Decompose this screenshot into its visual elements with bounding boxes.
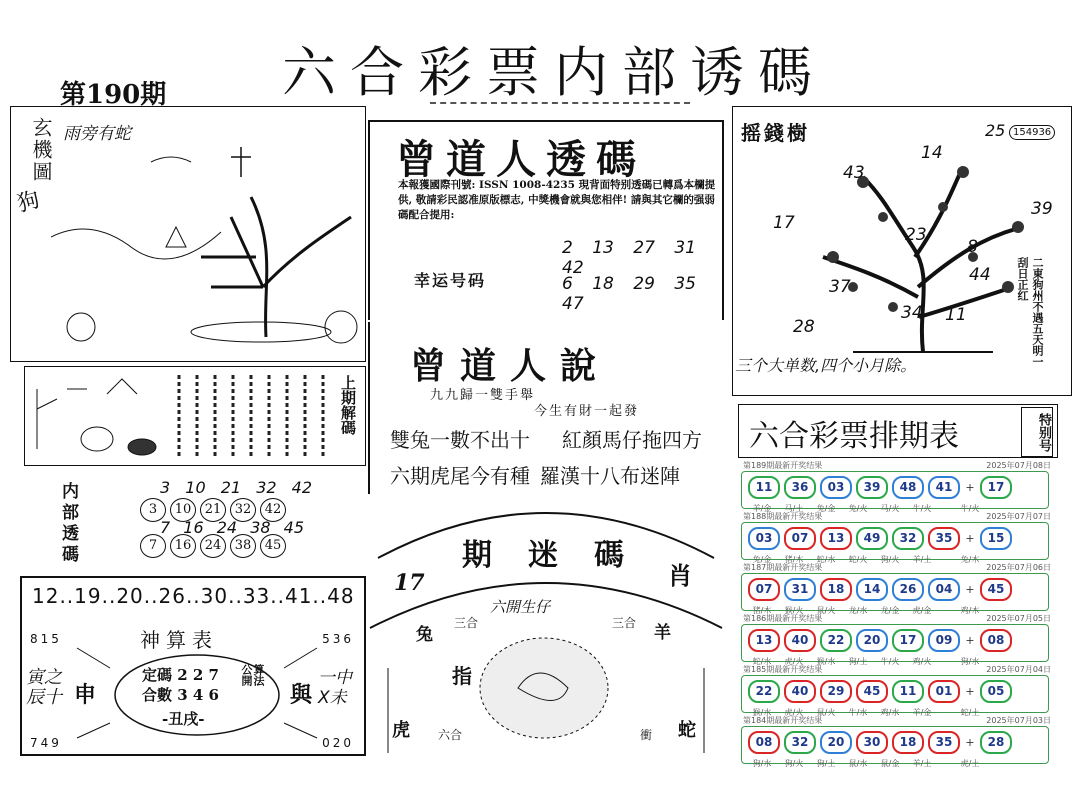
zengdao-shuo-line1a: 雙兔一數不出十 — [390, 428, 530, 452]
ball: 48 — [892, 476, 924, 499]
ball-zodiac: 牛/火 — [912, 504, 932, 513]
ball-zodiac: 鼠/火 — [816, 606, 836, 615]
zengdao-hand-row1 — [562, 238, 722, 278]
draw-label: 第188期最新开奖结果 — [743, 512, 823, 521]
ball-zodiac: 牛/火 — [880, 657, 900, 666]
zengdao-hand-row2 — [562, 274, 722, 314]
ball-zodiac: 狗/火 — [880, 555, 900, 564]
special-ball: 08 — [980, 629, 1012, 652]
xuanji-side-note: 狗 — [14, 187, 43, 218]
qimi-prefix: 17 — [394, 570, 425, 596]
zengdao-shuo-panel — [368, 322, 726, 494]
draw-date: 2025年07月08日 — [986, 461, 1051, 470]
ball-zodiac: 兔/火 — [848, 504, 868, 513]
ball-zodiac: 牛/水 — [848, 708, 868, 717]
ball: 13 — [820, 527, 852, 550]
zd-r1-0: 2 — [562, 238, 573, 258]
ball-zodiac: 猴/火 — [784, 606, 804, 615]
ball: 08 — [748, 731, 780, 754]
ball: 35 — [928, 527, 960, 550]
zengdao-shuo-line2b: 羅漢十八布迷陣 — [540, 464, 680, 488]
zd-r2-0: 6 — [562, 274, 573, 294]
zengdao-ma-title: 曾道人透碼 — [396, 136, 646, 183]
neibu-circle: 7 — [140, 534, 166, 558]
ball: 30 — [856, 731, 888, 754]
xuanji-poem: 雨旁有蛇 — [63, 124, 131, 144]
issue-number: 第190期 — [60, 80, 167, 110]
draw-result-row — [737, 562, 1055, 615]
ball-zodiac: 鼠/水 — [848, 759, 868, 768]
special-ball: 05 — [980, 680, 1012, 703]
shensuan-side-b: 公開 — [240, 664, 253, 686]
shensuan-left-top: 815 — [30, 632, 62, 646]
page-title: 六合彩票内部诱碼 — [282, 41, 826, 104]
ball-zodiac: 狗/土 — [848, 657, 868, 666]
ball: 39 — [856, 476, 888, 499]
ball: 40 — [784, 629, 816, 652]
ball-zodiac: 兔/金 — [752, 555, 772, 564]
special-zodiac: 兔/木 — [960, 555, 980, 564]
ball-zodiac: 虎/火 — [784, 708, 804, 717]
ball: 22 — [748, 680, 780, 703]
ball-zodiac: 蛇/水 — [752, 657, 772, 666]
draw-balls-box — [741, 471, 1049, 513]
shensuan-panel — [20, 576, 366, 756]
neibu-circle: 10 — [170, 498, 196, 522]
neibu-r2t-0: 7 — [160, 518, 171, 537]
ball: 32 — [784, 731, 816, 754]
ball-zodiac: 狗/土 — [816, 759, 836, 768]
plus-sign: + — [965, 634, 975, 647]
shangqi-label: 上期解碼 — [339, 375, 357, 435]
special-ball: 45 — [980, 578, 1012, 601]
tree-num: 44 — [969, 265, 991, 285]
shensuan-title: 神算表 — [140, 628, 218, 652]
shensuan-right-char: 與 — [290, 682, 313, 708]
shangqi-text-columns — [173, 375, 333, 461]
ball-zodiac: 狗/火 — [784, 759, 804, 768]
neibu-circle: 16 — [170, 534, 196, 558]
ball: 03 — [820, 476, 852, 499]
plus-sign: + — [965, 736, 975, 749]
qimi-left-zodiac: 兔 — [416, 625, 433, 645]
xuanji-label: 玄機圖 — [29, 117, 53, 183]
draw-header — [743, 511, 1051, 522]
ball: 29 — [820, 680, 852, 703]
ball-zodiac: 猴/水 — [816, 657, 836, 666]
neibu-circle: 24 — [200, 534, 226, 558]
ball-zodiac: 鸡/水 — [880, 708, 900, 717]
neibu-r2t-4: 45 — [283, 518, 304, 537]
shensuan-right-hand: 一中X未 — [318, 668, 352, 708]
ball-zodiac: 狗/水 — [752, 759, 772, 768]
special-ball: 17 — [980, 476, 1012, 499]
zd-r2-2: 29 — [633, 274, 655, 294]
zengdao-shuo-line2a: 六期虎尾今有種 — [390, 464, 530, 488]
ball: 45 — [856, 680, 888, 703]
ball-zodiac: 蛇/水 — [816, 555, 836, 564]
tree-num: 37 — [829, 277, 851, 297]
special-ball: 28 — [980, 731, 1012, 754]
tree-num: 14 — [921, 143, 943, 163]
draw-balls-box — [741, 624, 1049, 666]
draw-date: 2025年07月06日 — [986, 563, 1051, 572]
ball: 49 — [856, 527, 888, 550]
qimi-title: 期迷碼 — [462, 538, 660, 573]
neibu-r2t-2: 24 — [216, 518, 238, 537]
qimi-br-label: 衝 — [640, 728, 653, 742]
ball: 17 — [892, 629, 924, 652]
shensuan-right-bottom: 020 — [322, 736, 354, 750]
draw-balls-box — [741, 675, 1049, 717]
ball-zodiac: 鸡/火 — [912, 657, 932, 666]
neibu-circle: 38 — [230, 534, 256, 558]
tree-num: 28 — [793, 317, 815, 337]
ball-zodiac: 鼠/火 — [816, 708, 836, 717]
tree-num: 17 — [773, 213, 795, 233]
ball: 18 — [820, 578, 852, 601]
neibu-circle: 45 — [260, 534, 286, 558]
ball: 26 — [892, 578, 924, 601]
tree-num: 39 — [1031, 199, 1053, 219]
ball: 04 — [928, 578, 960, 601]
ball-zodiac: 鼠/金 — [880, 759, 900, 768]
draw-balls-box — [741, 573, 1049, 615]
special-zodiac: 鸡/木 — [960, 606, 980, 615]
shensuan-side-a: 算法 — [252, 664, 265, 686]
zd-r1-1: 13 — [592, 238, 614, 258]
ball-zodiac: 猪/木 — [752, 606, 772, 615]
qimi-panel — [368, 498, 724, 764]
draw-result-row — [737, 715, 1055, 768]
ball-zodiac: 虎/火 — [784, 657, 804, 666]
shensuan-left-bottom: 749 — [30, 736, 62, 750]
special-zodiac: 牛/火 — [960, 504, 980, 513]
shensuan-left-char: 申 — [74, 682, 97, 708]
ball-zodiac: 羊/金 — [752, 504, 772, 513]
ball: 40 — [784, 680, 816, 703]
ball: 09 — [928, 629, 960, 652]
ball-zodiac: 羊/土 — [912, 759, 932, 768]
neibu-r2t-1: 16 — [183, 518, 204, 537]
ball: 13 — [748, 629, 780, 652]
ball: 11 — [748, 476, 780, 499]
qimi-right-he: 三合 — [612, 616, 637, 630]
draw-date: 2025年07月07日 — [986, 512, 1051, 521]
ball-zodiac: 猴/水 — [752, 708, 772, 717]
special-zodiac: 狗/水 — [960, 657, 980, 666]
zd-r2-4: 47 — [562, 294, 584, 314]
ball: 07 — [784, 527, 816, 550]
yaoqian-title: 摇錢樹 — [741, 121, 810, 145]
draw-balls-box — [741, 522, 1049, 564]
yaoqian-top-num: 25 — [985, 121, 1006, 140]
neibu-circle: 21 — [200, 498, 226, 522]
draw-result-row — [737, 613, 1055, 666]
qimi-left-he: 三合 — [454, 616, 479, 630]
neibu-row2-circles — [138, 534, 288, 558]
paiqi-title: 六合彩票排期表 — [749, 419, 959, 454]
zengdao-ma-panel — [368, 120, 724, 320]
yaoqian-panel — [732, 106, 1072, 396]
ball-zodiac: 虎/金 — [912, 606, 932, 615]
ball: 03 — [748, 527, 780, 550]
paiqi-header — [738, 404, 1058, 458]
qimi-center: 六開生仔 — [490, 598, 551, 616]
ball: 18 — [892, 731, 924, 754]
zengdao-shuo-line1b: 紅顏馬仔拖四方 — [562, 428, 702, 452]
draw-result-row — [737, 511, 1055, 564]
neibu-circle: 42 — [260, 498, 286, 522]
shensuan-dingma: 定碼 2 2 7 — [142, 666, 219, 684]
shensuan-heshu: 合數 3 4 6 — [142, 686, 219, 704]
zengdao-shuo-sub1: 九九歸一雙手舉 — [430, 388, 536, 403]
zd-r1-3: 31 — [674, 238, 696, 258]
tree-num: 23 — [905, 225, 927, 245]
ball: 14 — [856, 578, 888, 601]
header-divider — [430, 102, 690, 104]
ball: 07 — [748, 578, 780, 601]
ball-zodiac: 羊/土 — [912, 555, 932, 564]
ball: 41 — [928, 476, 960, 499]
qimi-bl-zodiac: 虎 — [392, 720, 410, 741]
tree-num: 43 — [843, 163, 865, 183]
neibu-r1t-1: 10 — [185, 478, 206, 497]
neibu-r1t-2: 21 — [220, 478, 242, 497]
ball: 01 — [928, 680, 960, 703]
draw-label: 第189期最新开奖结果 — [743, 461, 823, 470]
ball: 20 — [820, 731, 852, 754]
draw-label: 第187期最新开奖结果 — [743, 563, 823, 572]
zengdao-shuo-title: 曾道人說 — [410, 345, 611, 387]
zengdao-shuo-sub2: 今生有財一起發 — [534, 404, 640, 419]
draw-header — [743, 664, 1051, 675]
draw-result-row — [737, 664, 1055, 717]
neibu-row1-top — [160, 478, 312, 497]
qimi-br-zodiac: 蛇 — [678, 720, 696, 741]
shensuan-bottom: -丑戌- — [162, 710, 205, 728]
ball-zodiac: 龙/水 — [848, 606, 868, 615]
draw-date: 2025年07月03日 — [986, 716, 1051, 725]
zd-r2-3: 35 — [674, 274, 696, 294]
draw-header — [743, 460, 1051, 471]
neibu-r1t-3: 32 — [256, 478, 277, 497]
paiqi-badge: 特别号 — [1021, 407, 1053, 457]
ball: 11 — [892, 680, 924, 703]
ball: 20 — [856, 629, 888, 652]
shangqi-sketch — [27, 369, 167, 463]
neibu-r1t-4: 42 — [291, 478, 312, 497]
qimi-bottom-he: 六合 — [438, 728, 463, 742]
draw-header — [743, 562, 1051, 573]
ball: 35 — [928, 731, 960, 754]
neibu-circle: 3 — [140, 498, 166, 522]
qimi-right-zodiac: 羊 — [654, 623, 671, 643]
neibu-r1t-0: 3 — [160, 478, 171, 497]
ball-zodiac: 马/土 — [784, 504, 804, 513]
ball: 36 — [784, 476, 816, 499]
ball: 31 — [784, 578, 816, 601]
shangqi-panel — [24, 366, 366, 466]
zd-r1-4: 42 — [562, 258, 584, 278]
ball-zodiac: 龙/金 — [880, 606, 900, 615]
yaoqian-bottom-note: 三个大单数,四个小月除。 — [735, 356, 917, 375]
zengdao-ma-notice: 本報獲國際刊號: ISSN 1008-4235 現背面特别透碼已轉爲本欄提供, 敬請彩民認准原版標志, 中獎機會就與您相伴! 請與其它欄的强弱碼配合提用: — [398, 179, 716, 221]
draw-header — [743, 715, 1051, 726]
yaoqian-code: 154936 — [1009, 125, 1055, 140]
shensuan-left-hand: 寅之辰十 — [26, 667, 62, 708]
plus-sign: + — [965, 685, 975, 698]
plus-sign: + — [965, 583, 975, 596]
tree-num: 11 — [945, 305, 967, 325]
plus-sign: + — [965, 532, 975, 545]
yaoqian-right-note: 二東狗州不遇五天明一刮日正红 — [1016, 257, 1044, 367]
ball-zodiac: 猪/木 — [784, 555, 804, 564]
shensuan-right-top: 536 — [322, 632, 354, 646]
tree-num: 8 — [967, 237, 978, 257]
draw-header — [743, 613, 1051, 624]
ball-zodiac: 羊/金 — [912, 708, 932, 717]
draw-label: 第184期最新开奖结果 — [743, 716, 823, 725]
neibu-r2t-3: 38 — [250, 518, 271, 537]
qimi-side: 肖 — [668, 561, 692, 590]
xuanji-illustration — [51, 137, 361, 357]
shensuan-top-numbers: 12..19..20..26..30..33..41..48 — [32, 584, 355, 608]
plus-sign: + — [965, 481, 975, 494]
xuanji-panel — [10, 106, 366, 362]
draw-label: 第186期最新开奖结果 — [743, 614, 823, 623]
draw-balls-box — [741, 726, 1049, 768]
draw-date: 2025年07月05日 — [986, 614, 1051, 623]
special-zodiac: 虎/土 — [960, 759, 980, 768]
ball-zodiac: 兔/金 — [816, 504, 836, 513]
zengdao-lucky-label: 幸运号码 — [414, 271, 487, 290]
zd-r2-1: 18 — [592, 274, 614, 294]
qimi-zhi: 指 — [452, 664, 472, 688]
special-ball: 15 — [980, 527, 1012, 550]
ball: 22 — [820, 629, 852, 652]
zd-r1-2: 27 — [633, 238, 655, 258]
draw-result-row — [737, 460, 1055, 513]
ball-zodiac: 马/火 — [880, 504, 900, 513]
ball-zodiac: 蛇/火 — [848, 555, 868, 564]
neibu-label: 内部透碼 — [58, 482, 78, 566]
neibu-circle: 32 — [230, 498, 256, 522]
special-zodiac: 蛇/土 — [960, 708, 980, 717]
ball: 32 — [892, 527, 924, 550]
draw-label: 第185期最新开奖结果 — [743, 665, 823, 674]
tree-num: 34 — [901, 303, 923, 323]
draw-date: 2025年07月04日 — [986, 665, 1051, 674]
